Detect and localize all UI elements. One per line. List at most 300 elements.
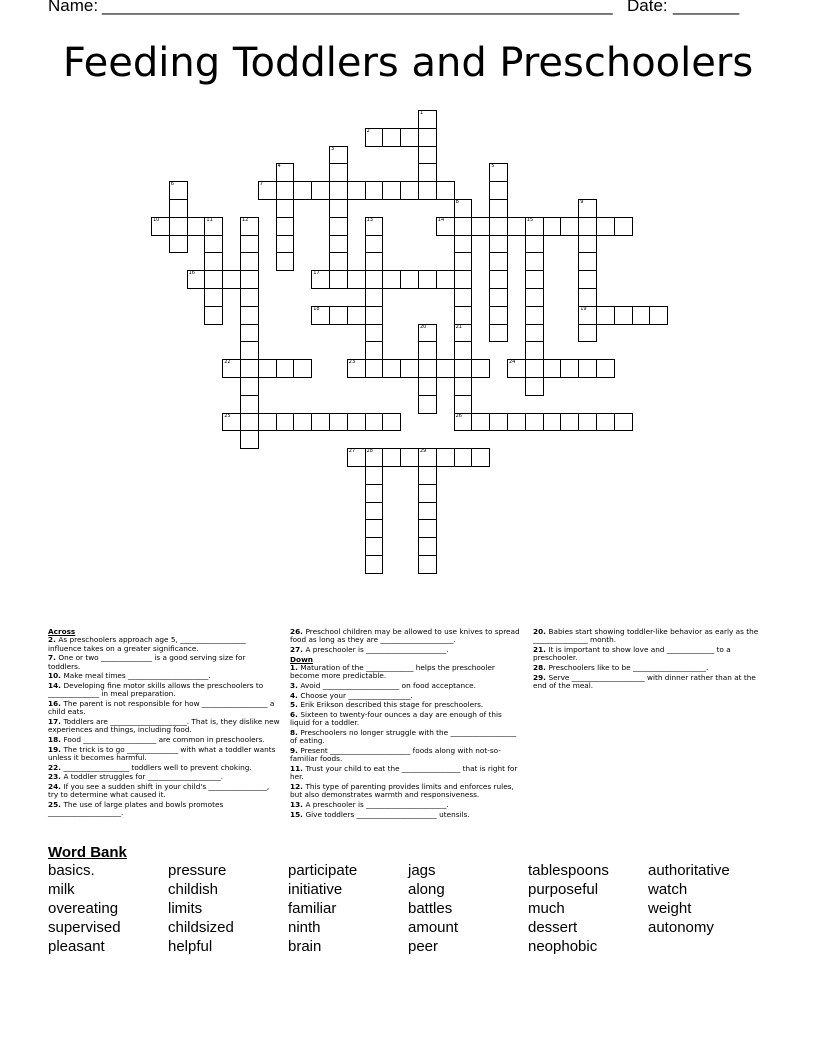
crossword-cell[interactable] bbox=[418, 395, 437, 414]
clue-number: 29 bbox=[420, 448, 427, 455]
clue-text: Choose your _________________. bbox=[300, 690, 413, 700]
crossword-cell[interactable] bbox=[560, 217, 579, 236]
crossword-cell[interactable] bbox=[240, 217, 259, 236]
crossword-cell[interactable] bbox=[454, 377, 473, 396]
crossword-cell[interactable] bbox=[578, 217, 597, 236]
crossword-cell[interactable] bbox=[418, 519, 437, 538]
clue-text: Avoid _____________________ on food acceptance. bbox=[300, 680, 476, 690]
clue-text: Give toddlers ______________________ utensils. bbox=[305, 809, 470, 819]
clue-number: 4. bbox=[290, 690, 301, 700]
crossword-cell[interactable] bbox=[578, 235, 597, 254]
crossword-cell[interactable] bbox=[525, 217, 544, 236]
clue-number: 21 bbox=[455, 323, 462, 330]
crossword-cell[interactable] bbox=[454, 217, 473, 236]
word-bank-item: purposeful bbox=[528, 881, 599, 898]
crossword-cell[interactable] bbox=[240, 252, 259, 271]
crossword-cell[interactable] bbox=[347, 413, 366, 432]
crossword-cell[interactable] bbox=[204, 217, 223, 236]
clue-number: 19 bbox=[580, 305, 587, 312]
crossword-cell[interactable] bbox=[240, 341, 259, 360]
crossword-cell[interactable] bbox=[418, 110, 437, 129]
crossword-cell[interactable] bbox=[258, 359, 277, 378]
crossword-cell[interactable] bbox=[418, 146, 437, 165]
crossword-cell[interactable] bbox=[543, 359, 562, 378]
clue-number: 27 bbox=[348, 448, 356, 455]
crossword-cell[interactable] bbox=[365, 306, 384, 325]
clue-number: 3. bbox=[290, 680, 301, 690]
clue-number: 3 bbox=[331, 145, 335, 152]
crossword-cell[interactable] bbox=[525, 288, 544, 307]
crossword-cell[interactable] bbox=[365, 341, 384, 360]
clue-item bbox=[48, 736, 280, 744]
crossword-cell[interactable] bbox=[578, 306, 597, 325]
crossword-cell[interactable] bbox=[436, 359, 455, 378]
crossword-cell[interactable] bbox=[329, 235, 348, 254]
crossword-cell[interactable] bbox=[240, 306, 259, 325]
clue-number: 15 bbox=[526, 216, 534, 223]
crossword-cell[interactable] bbox=[525, 359, 544, 378]
clues-column-2 bbox=[290, 628, 522, 820]
clue-text: One or two ______________ is a good serving size for toddlers. bbox=[48, 653, 246, 671]
clue-item bbox=[290, 711, 522, 728]
crossword-cell[interactable] bbox=[525, 252, 544, 271]
crossword-cell[interactable] bbox=[365, 448, 384, 467]
crossword-cell[interactable] bbox=[543, 217, 562, 236]
crossword-cell[interactable] bbox=[329, 146, 348, 165]
crossword-cell[interactable] bbox=[365, 484, 384, 503]
crossword-cell[interactable] bbox=[276, 163, 295, 182]
clue-text: Present ______________________ foods along with not-so-familiar foods. bbox=[290, 745, 501, 764]
crossword-cell[interactable] bbox=[489, 324, 508, 343]
clue-item bbox=[48, 700, 280, 717]
clue-text: Serve ____________________ with dinner rather than at the end of the meal. bbox=[533, 672, 756, 690]
crossword-cell[interactable] bbox=[329, 252, 348, 271]
crossword-cell[interactable] bbox=[365, 413, 384, 432]
crossword-cell[interactable] bbox=[329, 270, 348, 289]
crossword-cell[interactable] bbox=[276, 359, 295, 378]
clue-item bbox=[290, 646, 522, 654]
crossword-cell[interactable] bbox=[525, 270, 544, 289]
crossword-cell[interactable] bbox=[632, 306, 651, 325]
crossword-cell[interactable] bbox=[293, 413, 312, 432]
crossword-cell[interactable] bbox=[347, 359, 366, 378]
crossword-cell[interactable] bbox=[418, 466, 437, 485]
clue-number: 8 bbox=[455, 199, 459, 205]
clue-number: 10 bbox=[153, 216, 160, 223]
crossword-cell[interactable] bbox=[276, 199, 295, 218]
crossword-cell[interactable] bbox=[471, 217, 490, 236]
word-bank-item: peer bbox=[408, 938, 439, 955]
crossword-cell[interactable] bbox=[311, 270, 330, 289]
crossword-cell[interactable] bbox=[560, 413, 579, 432]
crossword-cell[interactable] bbox=[596, 413, 615, 432]
crossword-cell[interactable] bbox=[489, 163, 508, 182]
clue-number: 20. bbox=[533, 627, 549, 636]
crossword-cell[interactable] bbox=[276, 413, 295, 432]
crossword-cell[interactable] bbox=[311, 306, 330, 325]
clue-number: 22 bbox=[224, 359, 231, 366]
crossword-cell[interactable] bbox=[240, 359, 259, 378]
clue-item bbox=[48, 783, 280, 800]
crossword-cell[interactable] bbox=[240, 430, 259, 449]
clue-number: 2 bbox=[366, 127, 370, 134]
clue-number: 20 bbox=[420, 323, 427, 330]
crossword-cell[interactable] bbox=[365, 519, 384, 538]
crossword-cell[interactable] bbox=[489, 270, 508, 289]
clue-number: 23 bbox=[348, 359, 356, 366]
crossword-cell[interactable] bbox=[347, 448, 366, 467]
clue-number: 8. bbox=[290, 728, 301, 737]
clue-number: 25. bbox=[48, 799, 64, 809]
word-bank-item: authoritative bbox=[648, 862, 730, 879]
crossword-cell[interactable] bbox=[507, 413, 526, 432]
clue-text: Babies start showing toddler-like behavior as early as the _______________ month. bbox=[533, 627, 759, 645]
clue-text: The trick is to go ______________ with what a toddler wants unless it becomes harmful. bbox=[48, 744, 276, 762]
crossword-cell[interactable] bbox=[258, 181, 277, 200]
clue-text: As preschoolers approach age 5, __________________ influence takes on a greater significance. bbox=[48, 635, 246, 653]
crossword-cell[interactable] bbox=[365, 359, 384, 378]
clue-number: 1 bbox=[420, 110, 424, 116]
crossword-cell[interactable] bbox=[400, 181, 419, 200]
crossword-cell[interactable] bbox=[489, 252, 508, 271]
crossword-cell[interactable] bbox=[204, 288, 223, 307]
crossword-cell[interactable] bbox=[347, 181, 366, 200]
crossword-cell[interactable] bbox=[614, 306, 633, 325]
crossword-cell[interactable] bbox=[525, 413, 544, 432]
crossword-cell[interactable] bbox=[418, 537, 437, 556]
crossword-cell[interactable] bbox=[418, 181, 437, 200]
crossword-cell[interactable] bbox=[578, 199, 597, 218]
crossword-cell[interactable] bbox=[240, 288, 259, 307]
crossword-cell[interactable] bbox=[418, 163, 437, 182]
crossword-cell[interactable] bbox=[489, 199, 508, 218]
clue-number: 9 bbox=[580, 199, 584, 205]
crossword-cell[interactable] bbox=[578, 413, 597, 432]
crossword-cell[interactable] bbox=[347, 306, 366, 325]
crossword-cell[interactable] bbox=[454, 199, 473, 218]
clue-text: Toddlers are _____________________. That is, they dislike new experiences and things, including food. bbox=[48, 716, 280, 735]
crossword-cell[interactable] bbox=[293, 181, 312, 200]
crossword-cell[interactable] bbox=[454, 270, 473, 289]
word-bank-item: watch bbox=[648, 881, 688, 898]
crossword-cell[interactable] bbox=[382, 128, 401, 147]
crossword-cell[interactable] bbox=[365, 181, 384, 200]
crossword-cell[interactable] bbox=[418, 359, 437, 378]
crossword-cell[interactable] bbox=[489, 306, 508, 325]
clue-text: The parent is not responsible for how __________________ a child eats. bbox=[48, 698, 275, 717]
crossword-cell[interactable] bbox=[382, 448, 401, 467]
crossword-cell[interactable] bbox=[382, 413, 401, 432]
crossword-cell[interactable] bbox=[258, 413, 277, 432]
crossword-cell[interactable] bbox=[400, 128, 419, 147]
crossword-cell[interactable] bbox=[489, 413, 508, 432]
date-field[interactable]: _______ bbox=[673, 0, 740, 15]
crossword-cell[interactable] bbox=[169, 235, 188, 254]
word-bank-item: participate bbox=[288, 862, 358, 879]
clue-number: 6. bbox=[290, 710, 301, 720]
clue-text: It is important to show love and _____________ to a preschooler. bbox=[533, 644, 731, 663]
crossword-cell[interactable] bbox=[454, 252, 473, 271]
crossword-cell[interactable] bbox=[365, 555, 384, 574]
crossword-cell[interactable] bbox=[365, 128, 384, 147]
crossword-cell[interactable] bbox=[329, 413, 348, 432]
crossword-cell[interactable] bbox=[525, 324, 544, 343]
clue-number: 18. bbox=[48, 734, 64, 744]
clue-number: 6 bbox=[170, 181, 174, 188]
crossword-cell[interactable] bbox=[382, 181, 401, 200]
crossword-cell[interactable] bbox=[596, 306, 615, 325]
word-bank-title: Word Bank bbox=[48, 844, 127, 861]
clue-text: If you see a sudden shift in your child's ________________, try to determine what caused it. bbox=[48, 781, 270, 800]
clue-number: 5. bbox=[290, 700, 301, 710]
clue-number: 23. bbox=[48, 772, 64, 782]
clue-item bbox=[290, 747, 522, 764]
clue-item bbox=[533, 674, 765, 691]
crossword-cell[interactable] bbox=[454, 448, 473, 467]
crossword-cell[interactable] bbox=[382, 270, 401, 289]
crossword-cell[interactable] bbox=[365, 235, 384, 254]
clue-item bbox=[48, 764, 280, 772]
crossword-cell[interactable] bbox=[454, 324, 473, 343]
crossword-cell[interactable] bbox=[169, 199, 188, 218]
word-bank-item: pressure bbox=[168, 862, 227, 879]
crossword-cell[interactable] bbox=[365, 217, 384, 236]
crossword-cell[interactable] bbox=[187, 270, 206, 289]
word-bank-item: battles bbox=[408, 900, 453, 917]
word-bank-item: childsized bbox=[168, 919, 234, 936]
crossword-cell[interactable] bbox=[240, 235, 259, 254]
clue-item bbox=[533, 646, 765, 663]
crossword-cell[interactable] bbox=[649, 306, 668, 325]
crossword-cell[interactable] bbox=[222, 413, 241, 432]
clue-item bbox=[48, 801, 280, 818]
clue-number: 17. bbox=[48, 716, 64, 726]
clue-number: 11. bbox=[290, 763, 306, 773]
crossword-cell[interactable] bbox=[543, 413, 562, 432]
clues-column-3 bbox=[533, 628, 765, 692]
clue-number: 12. bbox=[290, 781, 306, 791]
word-bank-item: neophobic bbox=[528, 938, 598, 955]
crossword-cell[interactable] bbox=[578, 359, 597, 378]
crossword-cell[interactable] bbox=[169, 217, 188, 236]
clue-item bbox=[290, 811, 522, 819]
crossword-cell[interactable] bbox=[240, 324, 259, 343]
crossword-cell[interactable] bbox=[418, 324, 437, 343]
crossword-cell[interactable] bbox=[347, 270, 366, 289]
word-bank-item: milk bbox=[48, 881, 75, 898]
crossword-cell[interactable] bbox=[454, 341, 473, 360]
crossword-cell[interactable] bbox=[489, 217, 508, 236]
word-bank-item: ninth bbox=[288, 919, 321, 936]
crossword-cell[interactable] bbox=[489, 181, 508, 200]
crossword-cell[interactable] bbox=[222, 359, 241, 378]
crossword-cell[interactable] bbox=[454, 235, 473, 254]
crossword-cell[interactable] bbox=[454, 306, 473, 325]
crossword-cell[interactable] bbox=[382, 359, 401, 378]
crossword-cell[interactable] bbox=[525, 341, 544, 360]
crossword-cell[interactable] bbox=[240, 270, 259, 289]
clue-text: Make meal times ______________________. bbox=[63, 671, 211, 681]
crossword-cell[interactable] bbox=[525, 235, 544, 254]
crossword-cell[interactable] bbox=[418, 341, 437, 360]
crossword-cell[interactable] bbox=[418, 555, 437, 574]
clue-number: 12 bbox=[242, 216, 249, 223]
word-bank-item: familiar bbox=[288, 900, 337, 917]
crossword-cell[interactable] bbox=[507, 217, 526, 236]
crossword-cell[interactable] bbox=[400, 359, 419, 378]
crossword-cell[interactable] bbox=[525, 377, 544, 396]
crossword-cell[interactable] bbox=[418, 484, 437, 503]
clue-section-heading: Across bbox=[48, 627, 76, 636]
crossword-cell[interactable] bbox=[418, 502, 437, 521]
crossword-cell[interactable] bbox=[151, 217, 170, 236]
crossword-cell[interactable] bbox=[560, 359, 579, 378]
crossword-cell[interactable] bbox=[276, 181, 295, 200]
crossword-cell[interactable] bbox=[596, 359, 615, 378]
crossword-cell[interactable] bbox=[293, 359, 312, 378]
clue-text: A toddler struggles for ____________________. bbox=[63, 772, 224, 782]
clue-item bbox=[290, 729, 522, 746]
clue-number: 7 bbox=[259, 181, 263, 188]
clue-item bbox=[48, 654, 280, 671]
crossword-cell[interactable] bbox=[454, 359, 473, 378]
clue-item bbox=[290, 682, 522, 690]
clue-text: __________________ toddlers well to prevent choking. bbox=[63, 762, 252, 772]
crossword-cell[interactable] bbox=[578, 252, 597, 271]
crossword-cell[interactable] bbox=[454, 288, 473, 307]
crossword-cell[interactable] bbox=[418, 377, 437, 396]
crossword-cell[interactable] bbox=[365, 270, 384, 289]
crossword-cell[interactable] bbox=[596, 217, 615, 236]
crossword-cell[interactable] bbox=[365, 252, 384, 271]
word-bank-item: overeating bbox=[48, 900, 119, 917]
clue-number: 29. bbox=[533, 672, 549, 682]
clue-item bbox=[290, 783, 522, 800]
clue-number: 2. bbox=[48, 635, 59, 645]
crossword-cell[interactable] bbox=[525, 306, 544, 325]
crossword-cell[interactable] bbox=[400, 270, 419, 289]
crossword-cell[interactable] bbox=[240, 395, 259, 414]
crossword-cell[interactable] bbox=[240, 413, 259, 432]
clue-item bbox=[48, 773, 280, 781]
crossword-cell[interactable] bbox=[365, 466, 384, 485]
clue-number: 5 bbox=[491, 163, 495, 170]
clue-item bbox=[290, 692, 522, 700]
crossword-cell[interactable] bbox=[454, 395, 473, 414]
crossword-cell[interactable] bbox=[365, 537, 384, 556]
crossword-cell[interactable] bbox=[471, 448, 490, 467]
clue-text: Developing fine motor skills allows the preschoolers to ______________ in meal preparation. bbox=[48, 680, 264, 699]
crossword-cell[interactable] bbox=[240, 377, 259, 396]
clue-item bbox=[290, 701, 522, 709]
crossword-cell[interactable] bbox=[418, 270, 437, 289]
clue-number: 4 bbox=[277, 163, 281, 170]
clue-text: Preschoolers no longer struggle with the __________________ of eating. bbox=[290, 728, 517, 746]
crossword-cell[interactable] bbox=[169, 181, 188, 200]
clue-number: 10. bbox=[48, 671, 64, 681]
crossword-cell[interactable] bbox=[614, 413, 633, 432]
clue-number: 9. bbox=[290, 745, 301, 755]
clue-number: 1. bbox=[290, 662, 301, 672]
crossword-cell[interactable] bbox=[436, 270, 455, 289]
clue-item bbox=[48, 672, 280, 680]
crossword-cell[interactable] bbox=[311, 181, 330, 200]
crossword-cell[interactable] bbox=[489, 288, 508, 307]
crossword-cell[interactable] bbox=[471, 359, 490, 378]
word-bank-item: initiative bbox=[288, 881, 343, 898]
crossword-cell[interactable] bbox=[222, 270, 241, 289]
crossword-cell[interactable] bbox=[204, 235, 223, 254]
crossword-cell[interactable] bbox=[436, 448, 455, 467]
clue-number: 28 bbox=[366, 448, 373, 455]
crossword-cell[interactable] bbox=[614, 217, 633, 236]
crossword-cell[interactable] bbox=[436, 217, 455, 236]
clue-text: Erik Erikson described this stage for preschoolers. bbox=[300, 700, 484, 710]
word-bank-item: childish bbox=[168, 881, 219, 898]
name-field[interactable]: ______________________________________________________ bbox=[102, 0, 613, 15]
clue-number: 22. bbox=[48, 762, 64, 772]
clue-section-heading: Down bbox=[290, 654, 314, 664]
crossword-cell[interactable] bbox=[276, 252, 295, 271]
date-label: Date: bbox=[627, 0, 668, 15]
clues-column-1 bbox=[48, 628, 280, 819]
clue-number: 15. bbox=[290, 809, 306, 819]
crossword-cell[interactable] bbox=[204, 252, 223, 271]
crossword-cell[interactable] bbox=[329, 163, 348, 182]
clue-number: 14. bbox=[48, 680, 64, 690]
crossword-cell[interactable] bbox=[365, 288, 384, 307]
crossword-cell[interactable] bbox=[204, 306, 223, 325]
clue-item bbox=[290, 765, 522, 782]
crossword-cell[interactable] bbox=[329, 217, 348, 236]
word-bank-item: along bbox=[408, 881, 445, 898]
crossword-cell[interactable] bbox=[507, 359, 526, 378]
crossword-cell[interactable] bbox=[329, 199, 348, 218]
crossword-cell[interactable] bbox=[578, 324, 597, 343]
clue-text: The use of large plates and bowls promotes ____________________. bbox=[48, 799, 224, 818]
crossword-cell[interactable] bbox=[578, 288, 597, 307]
crossword-cell[interactable] bbox=[311, 413, 330, 432]
crossword-cell[interactable] bbox=[187, 217, 206, 236]
clue-text: This type of parenting provides limits and enforces rules, but also demonstrates warmth and responsiveness. bbox=[290, 781, 514, 800]
word-bank-item: helpful bbox=[168, 938, 213, 955]
crossword-cell[interactable] bbox=[418, 128, 437, 147]
crossword-cell[interactable] bbox=[471, 413, 490, 432]
crossword-cell[interactable] bbox=[418, 448, 437, 467]
crossword-cell[interactable] bbox=[365, 502, 384, 521]
clue-item bbox=[48, 746, 280, 763]
clue-text: Preschool children may be allowed to use knives to spread food as long as they are ____________________. bbox=[290, 627, 520, 645]
word-bank-item: supervised bbox=[48, 919, 121, 936]
crossword-cell[interactable] bbox=[578, 270, 597, 289]
clue-text: A preschooler is ______________________. bbox=[305, 644, 449, 654]
clue-number: 16 bbox=[188, 270, 195, 277]
crossword-cell[interactable] bbox=[365, 324, 384, 343]
clue-number: 7. bbox=[48, 653, 59, 663]
crossword-cell[interactable] bbox=[329, 306, 348, 325]
crossword-cell[interactable] bbox=[436, 181, 455, 200]
word-bank-item: amount bbox=[408, 919, 459, 936]
crossword-cell[interactable] bbox=[204, 270, 223, 289]
word-bank-item: brain bbox=[288, 938, 322, 955]
crossword-cell[interactable] bbox=[329, 181, 348, 200]
crossword-cell[interactable] bbox=[276, 235, 295, 254]
clue-number: 21. bbox=[533, 644, 549, 654]
crossword-cell[interactable] bbox=[276, 217, 295, 236]
crossword-cell[interactable] bbox=[489, 235, 508, 254]
crossword-cell[interactable] bbox=[400, 448, 419, 467]
crossword-cell[interactable] bbox=[454, 413, 473, 432]
